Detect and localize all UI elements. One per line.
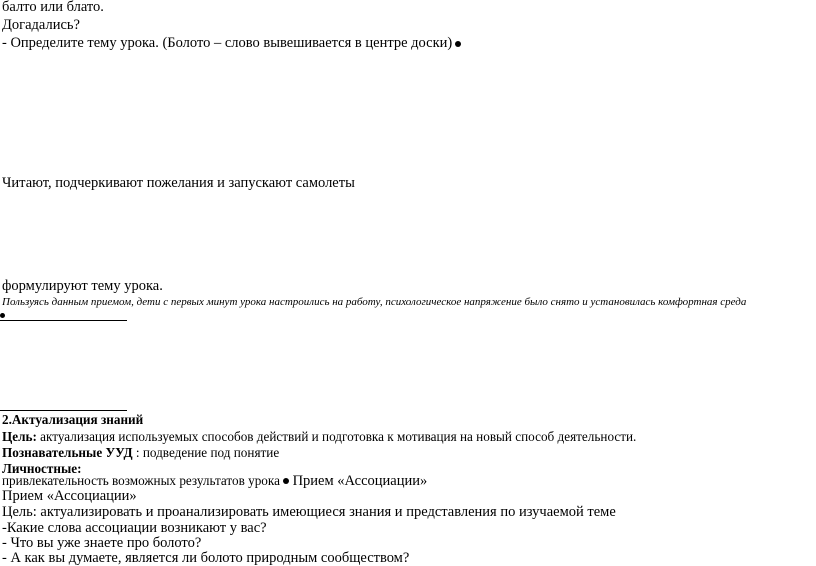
- text-line: Догадались?: [2, 17, 80, 33]
- text-line: [2, 430, 636, 443]
- text-line: -Какие слова ассоциации возникают у вас?: [2, 520, 267, 536]
- text-line: формулируют тему урока.: [2, 278, 163, 294]
- italic-note: Пользуясь данным приемом, дети с первых минут урока настроились на работу, психологическое напряжение было снято и установилась комфортная среда: [2, 296, 747, 308]
- text-line: Читают, подчеркивают пожелания и запускают самолеты: [2, 175, 355, 191]
- section-heading: 2.Актуализация знаний: [2, 412, 144, 427]
- separator-line: [0, 320, 127, 321]
- instruction-text: - Определите тему урока. (Болото – слово вывешивается в центре доски): [2, 35, 453, 51]
- personal-label: Личностные:: [2, 461, 82, 476]
- bullet-icon: [0, 313, 5, 318]
- bullet-icon: [455, 41, 461, 47]
- goal-text: актуализация используемых способов действий и подготовка к мотивация на новый способ деятельности.: [36, 429, 637, 444]
- text-line: Цель: актуализировать и проанализировать имеющиеся знания и представления по изучаемой теме: [2, 504, 616, 520]
- separator-line: [0, 410, 127, 411]
- text-line: балто или блато.: [2, 0, 104, 15]
- text-line: [2, 36, 461, 51]
- text-line: - А как вы думаете, является ли болото природным сообществом?: [2, 550, 410, 566]
- text-line: [2, 473, 427, 489]
- uud-text: : подведение под понятие: [132, 445, 280, 460]
- text-line: - Что вы уже знаете про болото?: [2, 535, 202, 551]
- goal-label: Цель:: [2, 429, 37, 444]
- personal-text: привлекательность возможных результатов урока: [2, 473, 280, 488]
- uud-label: Познавательные УУД: [2, 445, 133, 460]
- text-line: [2, 446, 279, 459]
- text-line: Прием «Ассоциации»: [2, 488, 137, 504]
- technique-inline: Прием «Ассоциации»: [288, 473, 428, 489]
